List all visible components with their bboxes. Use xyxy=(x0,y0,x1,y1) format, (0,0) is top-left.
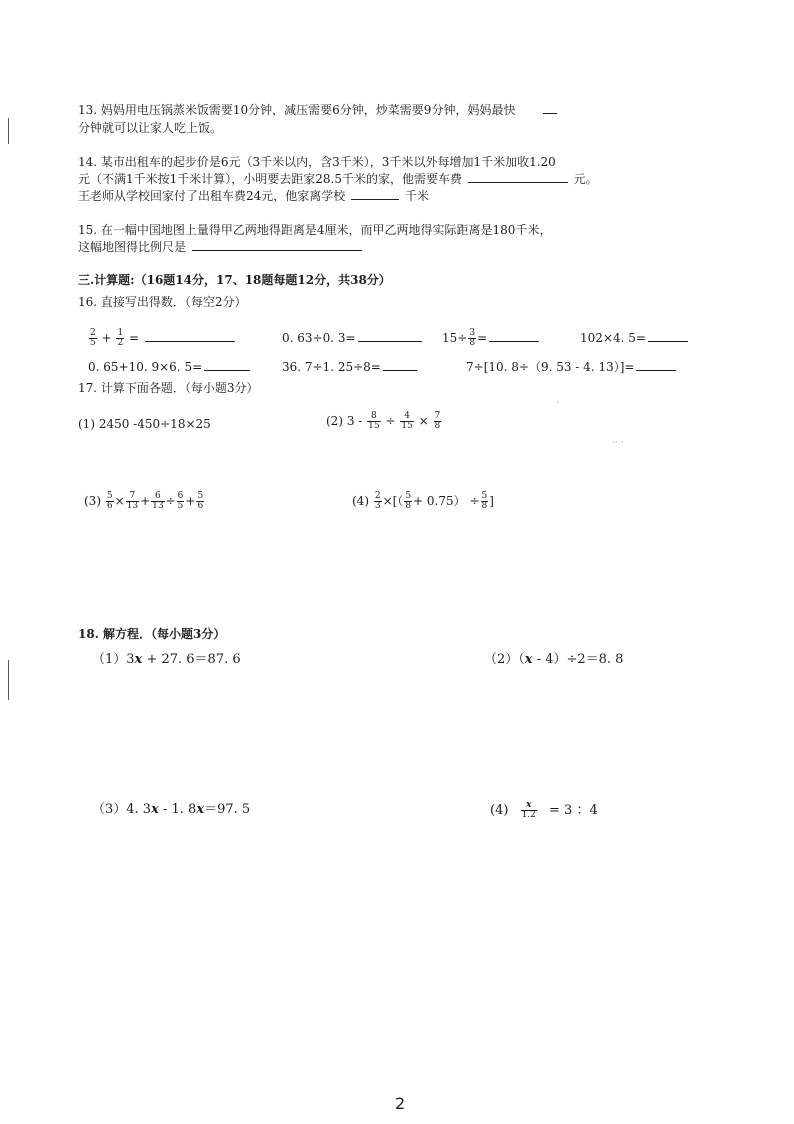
q16-c-blank[interactable] xyxy=(489,331,539,342)
plus-sign: + xyxy=(140,494,151,508)
q18-eq4-rest: = 3 ：4 xyxy=(549,803,598,818)
q18-eq2-rest: - 4）÷2＝8. 8 xyxy=(532,652,624,667)
equals-sign: = xyxy=(129,331,140,345)
q17-p4-bracket-open: ×[（ xyxy=(382,494,404,508)
variable-x: x xyxy=(134,652,143,667)
q16-b-blank[interactable] xyxy=(358,331,422,342)
q13-text: 13. 妈妈用电压锅蒸米饭需要10分钟，减压需要6分钟，炒菜需要9分钟，妈妈最快 xyxy=(78,103,516,117)
scan-speck: · xyxy=(556,398,559,408)
fraction-three-eighths: $\frac{3}{8}$ xyxy=(469,328,476,348)
scan-speck: ·· · xyxy=(612,438,624,448)
fraction-five-sixths: $\frac{5}{6}$ xyxy=(106,491,113,511)
q16-e-blank[interactable] xyxy=(204,360,250,371)
fraction-seven-eighths: $\frac{7}{8}$ xyxy=(434,411,441,431)
q14-distance-blank[interactable] xyxy=(351,189,399,200)
fraction-six-thirteenths: $\frac{6}{13}$ xyxy=(152,491,164,511)
q14-km-unit: 千米 xyxy=(404,189,429,203)
scan-edge-mark xyxy=(8,660,9,700)
q17-p2-label: (2) 3 - xyxy=(326,414,363,428)
q18-eq3 xyxy=(92,802,250,818)
equals-sign: = xyxy=(477,331,488,345)
q16-c xyxy=(442,326,541,350)
q14-line3 xyxy=(78,188,429,204)
fraction-five-eighths: $\frac{5}{8}$ xyxy=(405,491,412,511)
scan-edge-mark xyxy=(8,118,9,144)
q15-text: 这幅地图得比例尺是 xyxy=(78,240,187,254)
fraction-five-eighths: $\frac{5}{8}$ xyxy=(481,491,488,511)
q15-line2 xyxy=(78,239,364,255)
q17-part4 xyxy=(352,486,494,516)
q13-line1 xyxy=(78,102,559,118)
q17-title: 17. 计算下面各题．（每小题3分） xyxy=(78,381,259,395)
q16-f-text: 36. 7÷1. 25÷8= xyxy=(282,360,381,374)
multiply-sign: × xyxy=(114,494,125,508)
divide-sign: ÷ xyxy=(165,494,176,508)
fraction-six-fifths: $\frac{6}{5}$ xyxy=(177,491,184,511)
q16-a-blank[interactable] xyxy=(145,331,235,342)
section3-title: 三.计算题:（16题14分，17、18题每题12分，共38分） xyxy=(78,273,391,287)
q17-p3-label: (3) xyxy=(84,494,101,508)
variable-x: x xyxy=(524,652,533,667)
q14-line1: 14. 某市出租车的起步价是6元（3千米以内，含3千米），3千米以外每增加1千米加收1.20 xyxy=(78,155,556,169)
q17-p4-middle: + 0.75） ÷ xyxy=(413,494,480,508)
q14-line3-text: 王老师从学校回家付了出租车费24元，他家离学校 xyxy=(78,189,346,203)
q16-d xyxy=(580,330,690,346)
fraction-two-thirds: $\frac{2}{3}$ xyxy=(374,491,381,511)
q13-answer-blank[interactable] xyxy=(543,103,557,114)
fraction-one-half: $\frac{1}{2}$ xyxy=(117,328,124,348)
q14-unit: 元。 xyxy=(573,172,598,186)
q17-p4-bracket-close: ] xyxy=(489,494,494,508)
q14-line2-text: 元（不满1千米按1千米计算），小明要去距家28.5千米的家，他需要车费 xyxy=(78,172,462,186)
q14-fare-blank[interactable] xyxy=(468,172,568,183)
q18-eq2 xyxy=(484,652,623,668)
q16-g-text: 7÷[10. 8÷（9. 53 - 4. 13）]= xyxy=(466,360,635,374)
q16-b-text: 0. 63÷0. 3= xyxy=(282,331,356,345)
q16-b xyxy=(282,330,424,346)
variable-x: x xyxy=(196,802,205,817)
fraction-eight-fifteenths: $\frac{8}{15}$ xyxy=(368,411,380,431)
divide-sign: ÷ xyxy=(385,414,396,428)
q18-eq1 xyxy=(92,652,241,668)
q16-e-text: 0. 65+10. 9×6. 5= xyxy=(88,360,203,374)
q16-row1 xyxy=(88,326,237,350)
fraction-seven-thirteenths: $\frac{7}{13}$ xyxy=(126,491,139,511)
q16-title: 16. 直接写出得数．（每空2分） xyxy=(78,295,247,309)
q18-eq4-label: (4) xyxy=(490,803,509,818)
plus-sign: + xyxy=(185,494,196,508)
q18-eq4 xyxy=(490,796,598,826)
q16-d-blank[interactable] xyxy=(648,331,688,342)
q16-g xyxy=(466,359,678,375)
variable-x: x xyxy=(151,802,159,817)
q17-part1: (1) 2450 -450÷18×25 xyxy=(78,417,211,431)
fraction-four-fifteenths: $\frac{4}{15}$ xyxy=(401,411,413,431)
q16-d-text: 102×4. 5= xyxy=(580,331,646,345)
q18-eq3-mid: - 1. 8 xyxy=(158,802,197,817)
q16-f xyxy=(282,359,419,375)
q14-line2 xyxy=(78,171,598,187)
page-number: 2 xyxy=(395,1094,406,1113)
q16-e xyxy=(88,359,252,375)
plus-sign: + xyxy=(101,331,112,345)
q16-g-blank[interactable] xyxy=(636,360,676,371)
q18-eq1-label: （1）3 xyxy=(92,652,135,667)
q18-eq2-label: （2）（ xyxy=(484,652,525,667)
q18-title: 18. 解方程．（每小题3分） xyxy=(78,627,226,641)
q18-eq3-label: （3）4. 3 xyxy=(92,802,152,817)
q16-f-blank[interactable] xyxy=(383,360,417,371)
q17-part2 xyxy=(326,406,442,436)
q17-p4-label: (4) xyxy=(352,494,369,508)
q13-line2: 分钟就可以让家人吃上饭。 xyxy=(78,121,223,135)
q17-part3 xyxy=(84,486,205,516)
multiply-sign: × xyxy=(418,414,429,428)
q18-eq3-rest: ＝97. 5 xyxy=(204,802,251,817)
q15-line1: 15. 在一幅中国地图上量得甲乙两地得距离是4厘米，而甲乙两地得实际距离是180千米， xyxy=(78,223,552,237)
q16-c-text: 15÷ xyxy=(442,331,468,345)
fraction-five-sixths: $\frac{5}{6}$ xyxy=(197,491,204,511)
q15-scale-blank[interactable] xyxy=(192,240,362,251)
fraction-x-over-1.2: $\frac{x}{1.2}$ xyxy=(521,800,536,820)
q18-eq1-rest: + 27. 6＝87. 6 xyxy=(142,652,241,667)
fraction-two-fifths: $\frac{2}{5}$ xyxy=(90,328,96,348)
